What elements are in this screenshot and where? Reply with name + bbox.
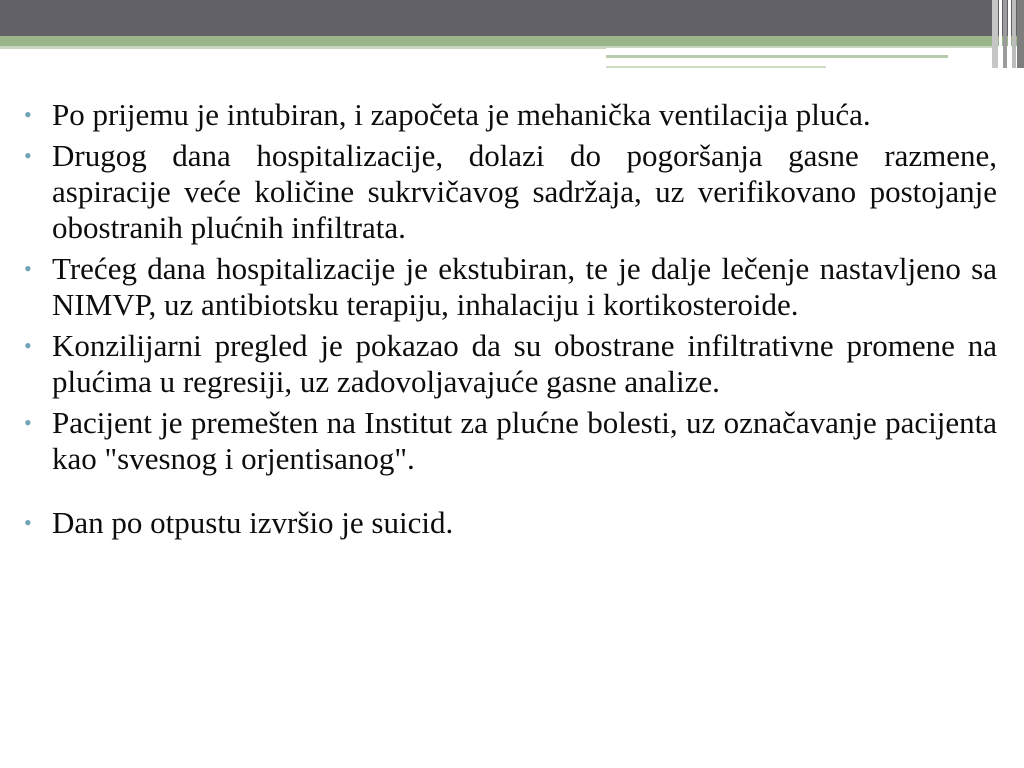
bullet-item xyxy=(24,328,997,400)
bullet-text: Po prijemu je intubiran, i započeta je mehanička ventilacija pluća. xyxy=(52,97,871,132)
bullet-icon: • xyxy=(24,510,32,535)
bullet-icon: • xyxy=(24,143,32,168)
decor-vertical-stripe xyxy=(1008,0,1011,68)
bullet-text: Drugog dana hospitalizacije, dolazi do pogoršanja gasne razmene, aspiracije veće količine sukrvičavog sadržaja, uz verifikovano postojanje obostranih plućnih infiltrata. xyxy=(52,138,997,245)
bullet-item xyxy=(24,405,997,477)
bullet-item xyxy=(24,251,997,323)
bullet-icon: • xyxy=(24,333,32,358)
bullet-icon: • xyxy=(24,102,32,127)
header-right-line xyxy=(606,66,826,68)
decor-vertical-stripe xyxy=(1012,0,1016,68)
header-right-line xyxy=(606,55,948,58)
bullet-text: Trećeg dana hospitalizacije je ekstubiran, te je dalje lečenje nastavljeno sa NIMVP, uz antibiotsku terapiju, inhalaciju i kortikosteroide. xyxy=(52,251,997,322)
bullet-text: Dan po otpustu izvršio je suicid. xyxy=(52,505,454,540)
bullet-text: Konzilijarni pregled je pokazao da su obostrane infiltrativne promene na plućima u regresiji, uz zadovoljavajuće gasne analize. xyxy=(52,328,997,399)
bullet-text: Pacijent je premešten na Institut za plućne bolesti, uz označavanje pacijenta kao "svesnog i orjentisanog". xyxy=(52,405,997,476)
bullet-list xyxy=(24,97,997,546)
bullet-item xyxy=(24,97,997,133)
header-band-green-light xyxy=(0,46,606,49)
decor-vertical-stripe xyxy=(999,0,1002,68)
bullet-icon: • xyxy=(24,256,32,281)
bullet-icon: • xyxy=(24,410,32,435)
bullet-item xyxy=(24,138,997,246)
header-band-dark xyxy=(0,0,1024,36)
decor-vertical-stripe xyxy=(1017,0,1024,68)
decor-vertical-stripe xyxy=(1003,0,1007,68)
decor-vertical-stripe xyxy=(992,0,998,68)
bullet-item xyxy=(24,505,997,541)
header-band-green xyxy=(0,36,1024,46)
